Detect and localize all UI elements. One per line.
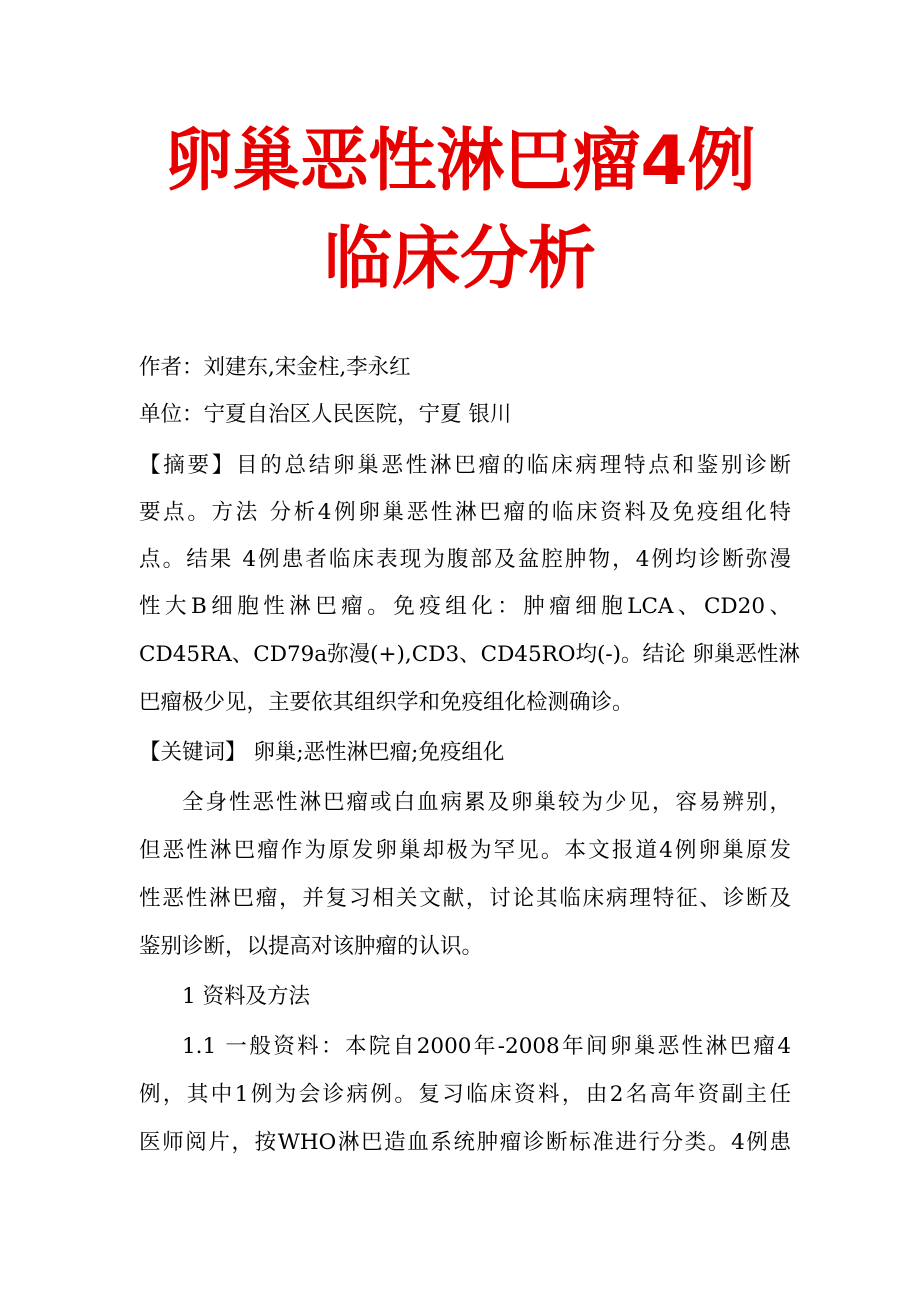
affiliation-line: 单位：宁夏自治区人民医院，宁夏 银川 xyxy=(139,402,512,427)
document-title-line-1: 卵巢恶性淋巴瘤4例 xyxy=(164,122,756,201)
intro-line: 鉴别诊断，以提高对该肿瘤的认识。 xyxy=(139,934,484,959)
author-line: 作者：刘建东,宋金柱,李永红 xyxy=(139,355,411,380)
intro-line: 全身性恶性淋巴瘤或白血病累及卵巢较为少见，容易辨别， xyxy=(182,790,791,815)
section-1-1-line: 例，其中1例为会诊病例。复习临床资料，由2名高年资副主任 xyxy=(139,1082,791,1107)
abstract-line: 点。结果 4例患者临床表现为腹部及盆腔肿物，4例均诊断弥漫 xyxy=(139,547,791,572)
abstract-line: 要点。方法 分析4例卵巢恶性淋巴瘤的临床资料及免疫组化特 xyxy=(139,500,791,525)
abstract-line: 巴瘤极少见，主要依其组织学和免疫组化检测确诊。 xyxy=(139,690,634,715)
keywords-line: 【关键词】 卵巢;恶性淋巴瘤;免疫组化 xyxy=(139,740,505,765)
abstract-line: CD45RA、CD79a弥漫(+),CD3、CD45RO均(-)。结论 卵巢恶性淋 xyxy=(139,642,800,667)
section-1-1-line: 医师阅片，按WHO淋巴造血系统肿瘤诊断标准进行分类。4例患 xyxy=(139,1130,791,1155)
section-1-1-line: 1.1 一般资料：本院自2000年-2008年间卵巢恶性淋巴瘤4 xyxy=(182,1034,791,1059)
abstract-line: 【摘要】目的总结卵巢恶性淋巴瘤的临床病理特点和鉴别诊断 xyxy=(139,453,791,478)
abstract-line: 性大B细胞性淋巴瘤。免疫组化：肿瘤细胞LCA、CD20、 xyxy=(139,594,791,619)
section-heading: 1 资料及方法 xyxy=(182,984,311,1009)
document-title-line-2: 临床分析 xyxy=(323,220,596,299)
intro-line: 但恶性淋巴瘤作为原发卵巢却极为罕见。本文报道4例卵巢原发 xyxy=(139,838,791,863)
intro-line: 性恶性淋巴瘤，并复习相关文献，讨论其临床病理特征、诊断及 xyxy=(139,886,791,911)
